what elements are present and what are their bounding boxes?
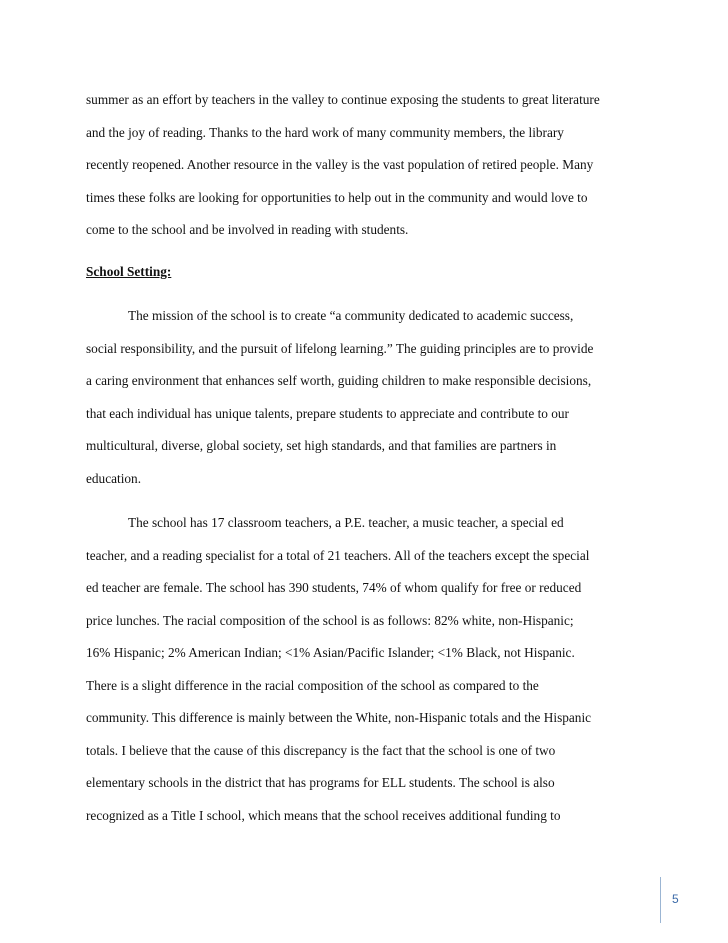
paragraph-mission	[86, 300, 646, 495]
text-line: that each individual has unique talents, prepare students to appreciate and contribute to our	[86, 405, 569, 421]
section-heading: School Setting:	[86, 264, 172, 279]
text-line: price lunches. The racial composition of the school is as follows: 82% white, non-Hispanic;	[86, 612, 574, 628]
paragraph-intro	[86, 84, 646, 247]
text-line: elementary schools in the district that has programs for ELL students. The school is also	[86, 775, 555, 790]
text-line: recently reopened. Another resource in the valley is the vast population of retired people. Many	[86, 157, 594, 172]
text-line: There is a slight difference in the racial composition of the school as compared to the	[86, 677, 539, 693]
page-number: 5	[672, 892, 679, 906]
text-line: education.	[86, 470, 142, 486]
text-line: come to the school and be involved in reading with students.	[86, 222, 409, 237]
text-line: recognized as a Title I school, which means that the school receives additional funding to	[86, 807, 561, 823]
text-line: The school has 17 classroom teachers, a P.E. teacher, a music teacher, a special ed	[128, 515, 564, 530]
text-line: and the joy of reading. Thanks to the hard work of many community members, the library	[86, 124, 564, 140]
text-line: times these folks are looking for opportunities to help out in the community and would love to	[86, 189, 588, 205]
text-line: teacher, and a reading specialist for a total of 21 teachers. All of the teachers except the special	[86, 547, 590, 563]
text-line: community. This difference is mainly between the White, non-Hispanic totals and the Hispanic	[86, 710, 592, 725]
text-line: social responsibility, and the pursuit of lifelong learning.” The guiding principles are to provide	[86, 340, 594, 356]
text-line: summer as an effort by teachers in the valley to continue exposing the students to great literature	[86, 92, 600, 107]
text-line: ed teacher are female. The school has 390 students, 74% of whom qualify for free or reduced	[86, 580, 582, 595]
paragraph-staff	[86, 507, 646, 832]
text-line: totals. I believe that the cause of this discrepancy is the fact that the school is one of two	[86, 742, 556, 758]
text-line: The mission of the school is to create “a community dedicated to academic success,	[128, 308, 574, 323]
text-line: a caring environment that enhances self worth, guiding children to make responsible decisions,	[86, 373, 592, 388]
text-line: multicultural, diverse, global society, set high standards, and that families are partners in	[86, 438, 557, 453]
text-line: 16% Hispanic; 2% American Indian; <1% Asian/Pacific Islander; <1% Black, not Hispanic.	[86, 645, 575, 660]
